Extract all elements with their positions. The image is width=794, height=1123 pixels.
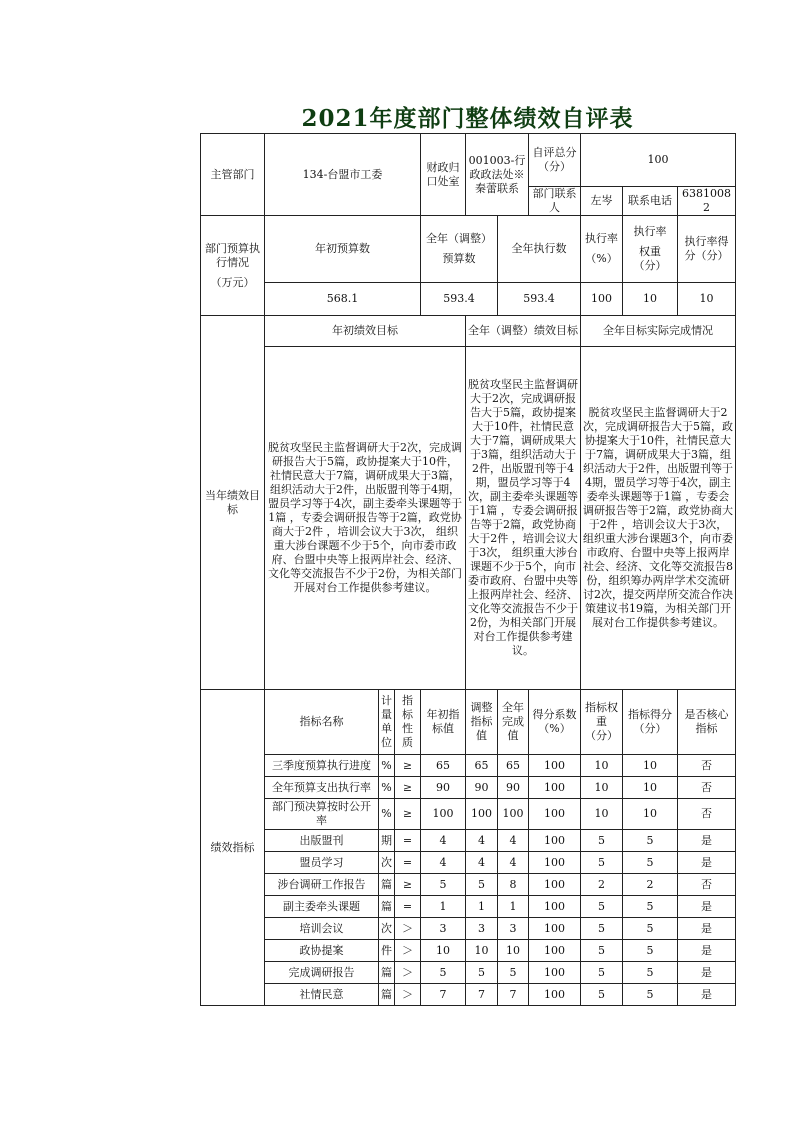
budget-label-line2: （万元） [210, 275, 255, 289]
ind-adjusted: 1 [466, 896, 498, 918]
table-row [201, 830, 736, 852]
ind-initial: 7 [421, 984, 466, 1006]
table-row [201, 852, 736, 874]
ind-weight: 2 [581, 874, 623, 896]
ind-header-initial: 年初指标值 [421, 690, 466, 755]
ind-core: 是 [678, 962, 736, 984]
ind-nature: = [395, 852, 421, 874]
budget-weight-value: 10 [623, 283, 678, 316]
ind-name: 副主委牵头课题 [265, 896, 379, 918]
budget-col-weight-line1: 执行率 [633, 225, 667, 238]
ind-header-score: 指标得分（分） [623, 690, 678, 755]
score-label: 自评总分（分） [529, 134, 581, 187]
ind-unit: 篇 [379, 962, 395, 984]
phone-value: 63810082 [678, 187, 736, 216]
budget-adjusted-value: 593.4 [421, 283, 498, 316]
page-title: 2021年度部门整体绩效自评表 [301, 105, 634, 132]
budget-col-adjusted-line2: 预算数 [442, 252, 476, 265]
ind-adjusted: 65 [466, 755, 498, 777]
ind-nature: ＞ [395, 940, 421, 962]
ind-unit: 件 [379, 940, 395, 962]
table-row [201, 940, 736, 962]
ind-weight: 5 [581, 918, 623, 940]
ind-header-adjusted: 调整指标值 [466, 690, 498, 755]
ind-score: 5 [623, 962, 678, 984]
ind-initial: 4 [421, 830, 466, 852]
ind-weight: 10 [581, 777, 623, 799]
ind-adjusted: 4 [466, 852, 498, 874]
ind-name: 三季度预算执行进度 [265, 755, 379, 777]
ind-core: 是 [678, 852, 736, 874]
ind-nature: ≥ [395, 755, 421, 777]
goals-col-actual: 全年目标实际完成情况 [581, 316, 736, 347]
ind-score: 5 [623, 918, 678, 940]
ind-actual: 3 [498, 918, 529, 940]
ind-adjusted: 7 [466, 984, 498, 1006]
table-row [201, 755, 736, 777]
ind-core: 否 [678, 777, 736, 799]
ind-unit: 篇 [379, 984, 395, 1006]
ind-coef: 100 [529, 852, 581, 874]
budget-score-value: 10 [678, 283, 736, 316]
ind-initial: 10 [421, 940, 466, 962]
ind-name: 盟员学习 [265, 852, 379, 874]
ind-adjusted: 10 [466, 940, 498, 962]
ind-nature: ≥ [395, 799, 421, 830]
ind-initial: 4 [421, 852, 466, 874]
dept-value: 134-台盟市工委 [265, 134, 421, 216]
ind-initial: 5 [421, 962, 466, 984]
ind-header-nature: 指标性质 [395, 690, 421, 755]
table-row [201, 918, 736, 940]
ind-core: 是 [678, 984, 736, 1006]
indicators-label: 绩效指标 [201, 690, 265, 1006]
ind-nature: ＞ [395, 962, 421, 984]
ind-nature: = [395, 830, 421, 852]
ind-coef: 100 [529, 755, 581, 777]
ind-name: 全年预算支出执行率 [265, 777, 379, 799]
ind-adjusted: 5 [466, 874, 498, 896]
ind-initial: 100 [421, 799, 466, 830]
table-row [201, 984, 736, 1006]
table-row [201, 799, 736, 830]
ind-adjusted: 3 [466, 918, 498, 940]
ind-nature: ＞ [395, 918, 421, 940]
ind-actual: 4 [498, 852, 529, 874]
ind-weight: 10 [581, 755, 623, 777]
budget-col-rate-line2: （%） [585, 252, 618, 265]
goals-col-initial: 年初绩效目标 [265, 316, 466, 347]
table-row [201, 962, 736, 984]
ind-unit: % [379, 777, 395, 799]
ind-initial: 3 [421, 918, 466, 940]
ind-initial: 5 [421, 874, 466, 896]
ind-weight: 5 [581, 852, 623, 874]
evaluation-table [200, 133, 736, 1006]
ind-unit: 篇 [379, 896, 395, 918]
budget-col-rate [581, 216, 623, 283]
ind-name: 完成调研报告 [265, 962, 379, 984]
contact-label: 部门联系人 [529, 187, 581, 216]
ind-name: 涉台调研工作报告 [265, 874, 379, 896]
ind-core: 否 [678, 755, 736, 777]
ind-core: 是 [678, 940, 736, 962]
budget-label [201, 216, 265, 316]
budget-col-rate-line1: 执行率 [585, 232, 619, 245]
ind-score: 2 [623, 874, 678, 896]
goals-actual-text: 脱贫攻坚民主监督调研大于2次，完成调研报告大于5篇，政协提案大于10件，社情民意大于7篇，调研成果大于3篇，组织活动大于2件，出版盟刊等于4期，盟员学习等于4次，副主委牵头课题等于1篇 ，专委会调研报告等于2篇，政党协商大于2件 ，培训会议大于3次， 组织重大涉台课题3个，向市委市政府、台盟中央等上报两岸社会、经济、文化等交流报告8份，组织筹办两岸学术交流研讨2次，提交两岸所交流合作决策建议书19篇，为相关部门开展对台工作提供参考建议。 [581, 347, 736, 690]
ind-initial: 65 [421, 755, 466, 777]
ind-coef: 100 [529, 918, 581, 940]
ind-score: 10 [623, 777, 678, 799]
budget-col-weight-line3: （分） [633, 259, 667, 272]
goals-initial-text: 脱贫攻坚民主监督调研大于2次，完成调研报告大于5篇，政协提案大于10件，社情民意大于7篇，调研成果大于3篇，组织活动大于2件，出版盟刊等于4期，盟员学习等于4次，副主委牵头课题等于1篇 ，专委会调研报告等于2篇，政党协商大于2件 ，培训会议大于3次， 组织重大涉台课题不少于5个，向市委市政府、台盟中央等上报两岸社会、经济、文化等交流报告不少于2份，为相关部门开展对台工作提供参考建议。 [265, 347, 466, 690]
ind-core: 是 [678, 918, 736, 940]
ind-core: 否 [678, 874, 736, 896]
ind-weight: 5 [581, 984, 623, 1006]
ind-weight: 5 [581, 830, 623, 852]
ind-core: 是 [678, 830, 736, 852]
ind-weight: 10 [581, 799, 623, 830]
score-value: 100 [581, 134, 736, 187]
ind-coef: 100 [529, 962, 581, 984]
ind-score: 10 [623, 755, 678, 777]
dept-label: 主管部门 [201, 134, 265, 216]
ind-coef: 100 [529, 940, 581, 962]
ind-core: 是 [678, 896, 736, 918]
ind-adjusted: 90 [466, 777, 498, 799]
ind-unit: 篇 [379, 874, 395, 896]
budget-col-weight-line2: 权重 [639, 245, 662, 258]
ind-coef: 100 [529, 874, 581, 896]
ind-coef: 100 [529, 799, 581, 830]
goals-adjusted-text: 脱贫攻坚民主监督调研大于2次，完成调研报告大于5篇，政协提案大于10件，社情民意大于7篇，调研成果大于3篇，组织活动大于2件，出版盟刊等于4期，盟员学习等于4次，副主委牵头课题等于1篇 ，专委会调研报告等于2篇，政党协商大于2件 ，培训会议大于3次， 组织重大涉台课题不少于5个，向市委市政府、台盟中央等上报两岸社会、经济、文化等交流报告不少于2份，为相关部门开展对台工作提供参考建议。 [466, 347, 581, 690]
ind-header-actual: 全年完成值 [498, 690, 529, 755]
ind-core: 否 [678, 799, 736, 830]
table-row [201, 896, 736, 918]
budget-col-initial: 年初预算数 [265, 216, 421, 283]
ind-weight: 5 [581, 962, 623, 984]
contact-value: 左岑 [581, 187, 623, 216]
budget-executed-value: 593.4 [498, 283, 581, 316]
ind-nature: ≥ [395, 874, 421, 896]
ind-adjusted: 4 [466, 830, 498, 852]
ind-unit: % [379, 799, 395, 830]
budget-label-line1: 部门预算执行情况 [205, 241, 260, 269]
budget-col-executed: 全年执行数 [498, 216, 581, 283]
phone-label: 联系电话 [623, 187, 678, 216]
ind-header-unit: 计量单位 [379, 690, 395, 755]
ind-header-coef: 得分系数（%） [529, 690, 581, 755]
ind-adjusted: 100 [466, 799, 498, 830]
ind-nature: = [395, 896, 421, 918]
table-row [201, 777, 736, 799]
ind-coef: 100 [529, 777, 581, 799]
budget-col-adjusted-line1: 全年（调整） [426, 232, 493, 245]
finance-label: 财政归口处室 [421, 134, 466, 216]
ind-header-weight: 指标权重（分） [581, 690, 623, 755]
ind-actual: 7 [498, 984, 529, 1006]
goals-col-adjusted: 全年（调整）绩效目标 [466, 316, 581, 347]
ind-name: 政协提案 [265, 940, 379, 962]
ind-unit: % [379, 755, 395, 777]
ind-weight: 5 [581, 896, 623, 918]
ind-coef: 100 [529, 984, 581, 1006]
ind-unit: 次 [379, 852, 395, 874]
ind-name: 社情民意 [265, 984, 379, 1006]
ind-coef: 100 [529, 830, 581, 852]
finance-value: 001003-行政政法处※秦蕾联系 [466, 134, 529, 216]
ind-unit: 期 [379, 830, 395, 852]
ind-actual: 1 [498, 896, 529, 918]
ind-actual: 10 [498, 940, 529, 962]
ind-header-name: 指标名称 [265, 690, 379, 755]
ind-actual: 8 [498, 874, 529, 896]
ind-name: 出版盟刊 [265, 830, 379, 852]
ind-score: 5 [623, 830, 678, 852]
ind-actual: 65 [498, 755, 529, 777]
budget-initial-value: 568.1 [265, 283, 421, 316]
ind-coef: 100 [529, 896, 581, 918]
ind-name: 培训会议 [265, 918, 379, 940]
budget-col-score: 执行率得分（分） [678, 216, 736, 283]
budget-col-adjusted [421, 216, 498, 283]
ind-score: 5 [623, 896, 678, 918]
ind-actual: 4 [498, 830, 529, 852]
ind-score: 5 [623, 984, 678, 1006]
ind-actual: 5 [498, 962, 529, 984]
table-row [201, 874, 736, 896]
ind-header-core: 是否核心指标 [678, 690, 736, 755]
ind-adjusted: 5 [466, 962, 498, 984]
ind-weight: 5 [581, 940, 623, 962]
ind-actual: 90 [498, 777, 529, 799]
ind-score: 5 [623, 940, 678, 962]
ind-actual: 100 [498, 799, 529, 830]
ind-unit: 次 [379, 918, 395, 940]
ind-initial: 90 [421, 777, 466, 799]
ind-name: 部门预决算按时公开率 [265, 799, 379, 830]
ind-score: 10 [623, 799, 678, 830]
ind-nature: ＞ [395, 984, 421, 1006]
goals-label: 当年绩效目标 [201, 316, 265, 690]
ind-initial: 1 [421, 896, 466, 918]
budget-rate-value: 100 [581, 283, 623, 316]
ind-nature: ≥ [395, 777, 421, 799]
ind-score: 5 [623, 852, 678, 874]
budget-col-weight [623, 216, 678, 283]
